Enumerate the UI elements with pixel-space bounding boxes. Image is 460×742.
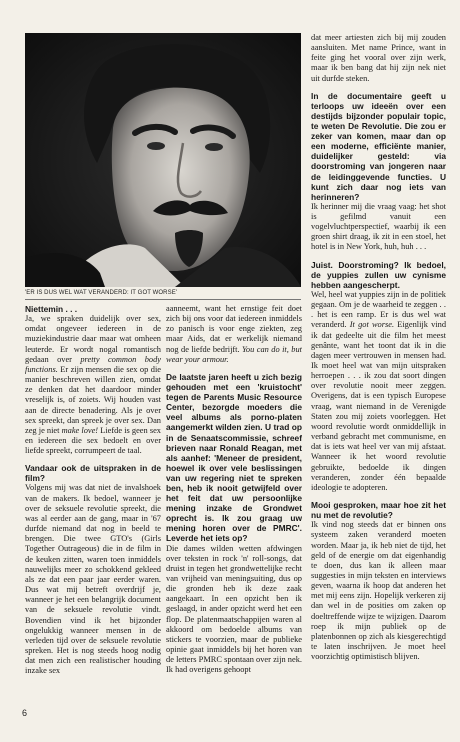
question-heading: Vandaar ook de uitspraken in de film? — [25, 463, 161, 484]
answer-paragraph: Ik vind nog steeds dat er binnen ons systeem zaken veranderd moeten worden. Maar ja, ik heb niet de tijd, het geld of de energie om dat eigenhandig te doen, dus kan ik alleen maar suggesties in mijn teksten en interviews geven, waarna ik hoop dat anderen het met mij eens zijn. Hopelijk verkeren zij dan wel in de posities om zaken op doeltreffende wijze te wijzigen. Daarom roep ik mijn publiek op de platenbonnen op zich als kiesgerechtigd te laten inschrijven. Je moet heel voorzichtig optimistisch blijven. — [311, 520, 446, 662]
answer-paragraph: Wel, heel wat yuppies zijn in de politiek gegaan. Om je de waarheid te zeggen . . . het is een ramp. Er is dus wel wat veranderd. It got worse. Eigenlijk vind ik dat gedeelte uit die film het meest genânte, want het toont dat ik in die dagen meer vertrouwen in mensen had. Ik moet heel wat van mijn uitspraken herroepen . . . ik zou dat soort dingen over revolutie nooit meer zeggen. Overigens, dat is een typisch Europese vraag, want niemand in de Verenigde Staten zou mij zoiets voorleggen. Het woord revolutie wordt onmiddellijk in verband gebracht met communisme, en dat is iets wat heel ver van mij afstaat. Wanneer ik het woord revolutie gebruikte, bedoelde ik dingen veranderen, zonder één bepaalde ideologie te adopteren. — [311, 289, 446, 492]
answer-paragraph: aanneemt, want het ernstige feit doet zich bij ons voor dat iedereen inmiddels zo panisch is voor enge ziekten, zeg maar Aids, dat er werkelijk niemand nog de liefde bedrijft. You can do it, but wear your armour. — [166, 304, 302, 364]
question-heading: Mooi gesproken, maar hoe zit het nu met de revolutie? — [311, 500, 446, 521]
answer-paragraph: Die dames wilden wetten afdwingen over teksten in rock 'n' roll-songs, dat druist in tegen het grondwettelijke recht van vrijheid van meningsuiting, dus op die gronden heb ik deze zaak aangekaart. In een opzicht ben ik geslaagd, in ander opzicht werd het een flop. De platenmaatschappijen waren al akkoord om bedoelde albums van stickers te voorzien, maar de publieke opinie gaat inmiddels bij het horen van de letters PMRC spontaan over zijn nek. Ik had overigens gehoopt — [166, 543, 302, 675]
portrait-illustration — [25, 33, 301, 287]
text-column-2 — [166, 304, 302, 728]
text-column-1 — [25, 304, 161, 728]
page-number: 6 — [22, 708, 28, 718]
answer-paragraph: Volgens mij was dat niet de invalshoek van de makers. Ik bedoel, wanneer je over de seksuele revolutie spreekt, die was al eerder aan de gang, maar in '67 durfde niemand dat nog in beeld te brengen. Die twee GTO's (Girls Together Outrageous) die in de film in de keuken zitten, waren toen inmiddels nauwelijks meer zo schokkend gekleed als ze dat een paar jaar eerder waren. Dus wat mij betreft overdrijf je, wanneer je het een belangrijk document van de seksuele revolutie vindt. Bovendien vind ik het bijzonder ongelukkig wanneer mensen in de verleden tijd over de seksuele revolutie spreken. Het is nog steeds hoog nodig dat men zich een realistischer houding inzake sex — [25, 483, 161, 676]
answer-paragraph: Ik herinner mij die vraag vaag: het shot is gefilmd vanuit een vogelvluchtperspectief, waarbij ik een groen shirt draag, ik zit in een stoel, het hotel is in New York, huh, huh . . . — [311, 201, 446, 252]
question-heading: Juist. Doorstroming? Ik bedoel, de yuppies zullen uw cynisme hebben aangescherpt. — [311, 259, 446, 290]
text-column-3 — [311, 33, 446, 727]
question-heading: Niettemin . . . — [25, 304, 78, 314]
question-heading: De laatste jaren heeft u zich bezig gehouden met een 'kruistocht' tegen de Parents Music Resource Center, bezorgde moeders die veel albums als porno-platen aangemerkt wilden zien. U trad op in de Senaatscommissie, schreef brieven naar Ronald Reagan, met als aanhef: 'Meneer de president, hoewel ik over vele beslissingen van uw regering niet te spreken ben, heb ik nooit getwijfeld over het feit dat uw persoonlijke mening inzake de Grondwet oprecht is. Ik zou graag uw mening horen over de PMRC'. Leverde het iets op? — [166, 371, 302, 544]
portrait-photo — [25, 33, 301, 287]
answer-paragraph: Ja, we spraken duidelijk over sex, omdat ongeveer iedereen in de muziekindustrie daar maar wat omheen leuterde. Er wordt nogal romantisch gedaan over pretty common body functions. Er zijn mensen die sex op die manier beschreven willen zien, omdat ze denken dat het daardoor minder vreselijk is, of zoiets. Wij houden vast aan de directe benadering. Als je over sex spreekt, dan spreek je over sex. Dan zeg je niet make love! Liefde is geen sex en iedereen die sex bedoelt en over liefde spreekt, corrumpeert de taal. — [25, 314, 161, 456]
answer-paragraph: dat meer artiesten zich bij mij zouden aansluiten. Met name Prince, want in feite ging het vooral over zijn werk, maar ik ben bang dat hij zijn nek niet uit durfde steken. — [311, 33, 446, 83]
photo-caption: 'ER IS DUS WEL WAT VERANDERD: IT GOT WORSE' — [25, 288, 301, 300]
question-heading: In de documentaire geeft u terloops uw ideeën over een destijds bijzonder populair topic, te weten De Revolutie. Die zou er zeker van komen, maar dan op een moderne, efficiënte manier, duidelijker gesteld: via doorstroming van jongeren naar de leidinggevende functies. U kunt zich daar nog iets van herinneren? — [311, 90, 446, 202]
